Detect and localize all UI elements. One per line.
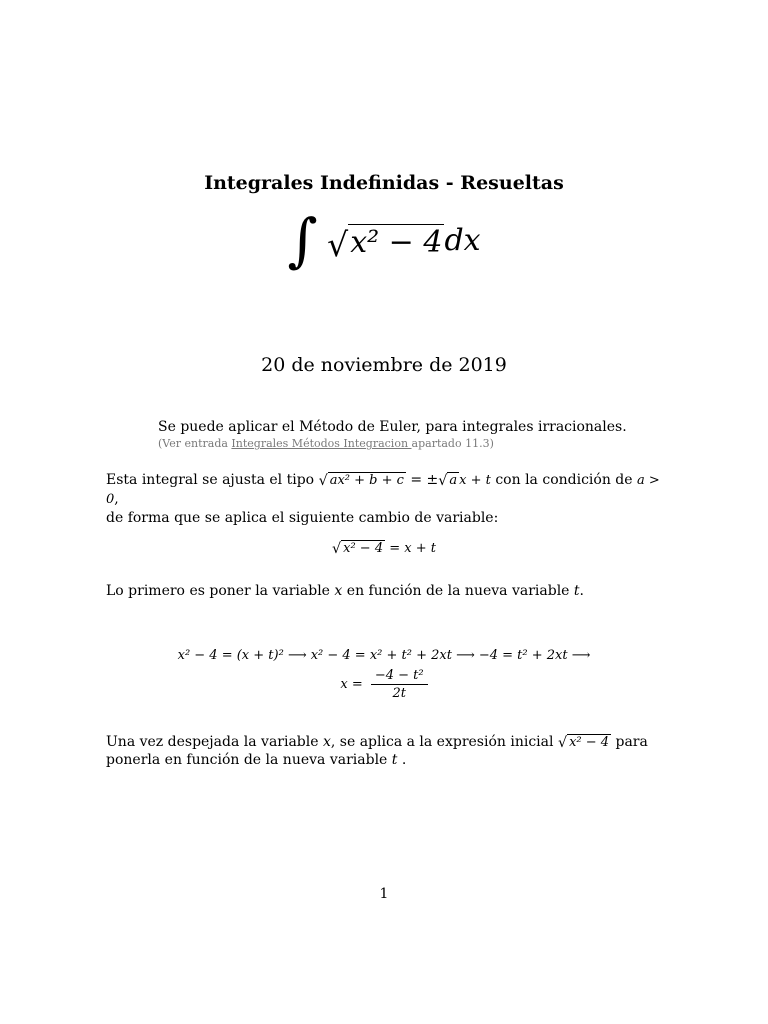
p3-var-x: x	[322, 734, 331, 750]
note-suffix: apartado 11.3)	[411, 437, 494, 450]
eq2-fraction	[371, 668, 428, 701]
p2-var-x: x	[334, 583, 343, 599]
radical-sign: √	[318, 473, 328, 489]
p3-var-t: t	[391, 752, 398, 768]
p3-text-c: para	[611, 734, 648, 750]
note-prefix: (Ver entrada	[158, 437, 232, 450]
eq1-rhs: = x + t	[385, 540, 436, 556]
document-date: 20 de noviembre de 2019	[261, 354, 507, 376]
paragraph-apply-line2	[106, 751, 666, 769]
document-title: Integrales Indefinidas - Resueltas	[204, 172, 564, 194]
p1-condition: a > 0	[106, 473, 660, 507]
paragraph-euler-type	[106, 471, 666, 527]
p3-line2-a: ponerla en función de la nueva variable	[106, 752, 392, 768]
paragraph-apply	[106, 733, 666, 769]
p3-text-b: , se aplica a la expresión inicial	[330, 734, 558, 750]
p1-expr-c: x + t	[459, 473, 491, 488]
main-sqrt	[327, 224, 444, 264]
p1-text-eq: = ±	[405, 472, 439, 488]
paragraph-apply-line1	[106, 733, 666, 751]
p1-text-a: Esta integral se ajusta el tipo	[106, 472, 319, 488]
p1-sqrt-a	[319, 472, 406, 489]
reference-note	[158, 437, 494, 450]
paragraph-euler-line2: de forma que se aplica el siguiente cambio de variable:	[106, 510, 499, 526]
paragraph-euler-line1	[106, 471, 666, 509]
p3-sqrt	[558, 734, 611, 751]
radical-sign: √	[327, 224, 349, 264]
paragraph-variable	[106, 582, 666, 600]
p2-text-b: en función de la nueva variable	[342, 583, 574, 599]
p2-text-c: .	[579, 583, 584, 599]
radical-sign: √	[557, 735, 568, 751]
p3-text-a: Una vez despejada la variable	[106, 734, 323, 750]
p1-text-c: ,	[114, 491, 119, 507]
p1-sqrt-b	[438, 472, 459, 489]
p2-var-t: t	[573, 583, 580, 599]
p1-text-b: con la condición de	[490, 472, 637, 488]
radical-sign: √	[332, 541, 342, 558]
integral-sign: ∫	[287, 206, 318, 274]
equation-solution	[0, 668, 768, 701]
p3-line2-b: .	[397, 752, 407, 768]
eq2-denominator: 2t	[392, 686, 406, 701]
p1-radicand-a: ax² + b + c	[329, 472, 404, 488]
p3-radicand: x² − 4	[569, 734, 610, 750]
p2-text-a: Lo primero es poner la variable	[106, 583, 335, 599]
intro-text: Se puede aplicar el Método de Euler, para integrales irracionales.	[158, 419, 627, 435]
p1-radicand-b: a	[449, 472, 458, 488]
main-radicand: x² − 4	[350, 224, 443, 260]
main-differential: dx	[444, 223, 481, 258]
main-integral	[0, 208, 768, 276]
equation-derivation-line1: x² − 4 = (x + t)² ⟶ x² − 4 = x² + t² + 2xt ⟶ −4 = t² + 2xt ⟶	[177, 648, 591, 663]
eq1-sqrt	[332, 540, 385, 557]
eq2-numerator: −4 − t²	[371, 668, 428, 685]
radical-sign: √	[438, 473, 448, 489]
eq1-radicand: x² − 4	[343, 541, 384, 556]
eq2-lhs: x =	[340, 677, 363, 692]
page-number: 1	[379, 886, 389, 902]
note-link[interactable]: Integrales Métodos Integracion	[231, 437, 412, 450]
equation-substitution	[0, 540, 768, 557]
